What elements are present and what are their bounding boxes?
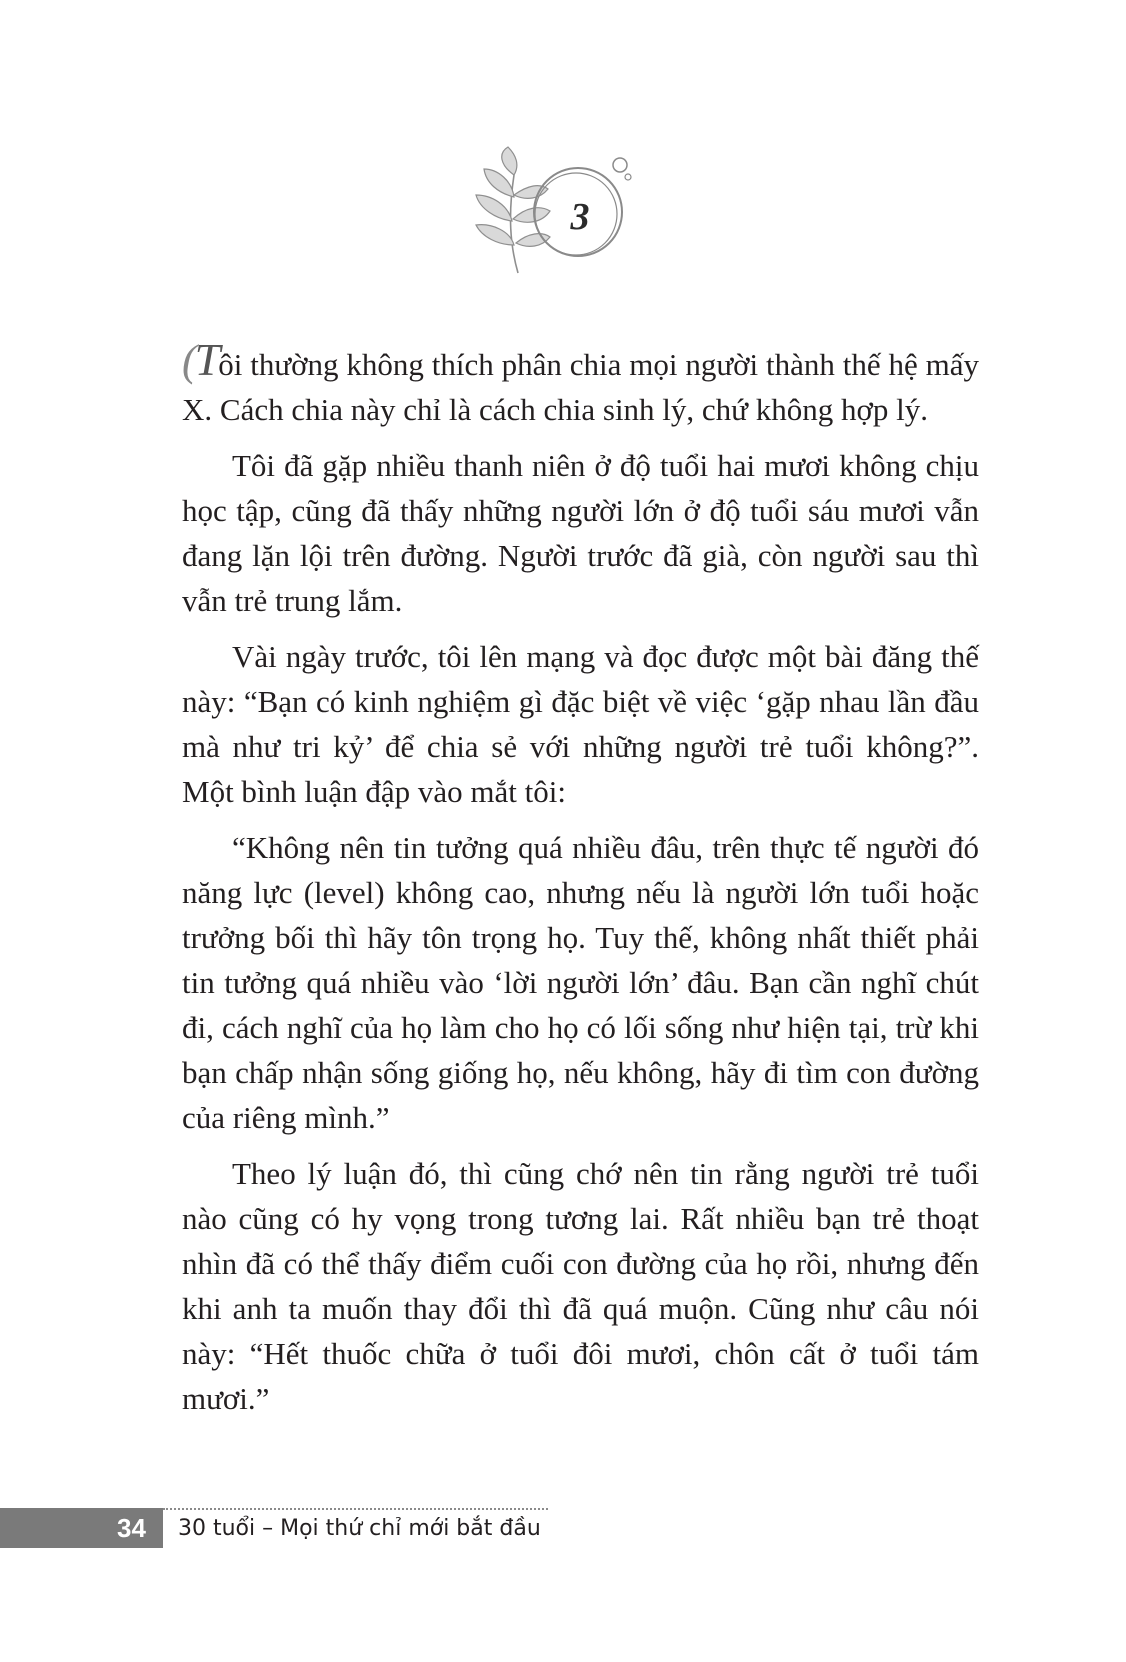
page-number: 34: [117, 1513, 146, 1543]
paragraph: [182, 334, 979, 432]
drop-cap-flourish: (: [182, 336, 195, 385]
drop-cap: (T: [182, 334, 219, 385]
paragraph: Vài ngày trước, tôi lên mạng và đọc được một bài đăng thế này: “Bạn có kinh nghiệm gì đặc biệt về việc ‘gặp nhau lần đầu mà như tri kỷ’ để chia sẻ với những người trẻ tuổi không?”. Một bình luận đập vào mắt tôi:: [182, 639, 979, 809]
paragraph-text: ôi thường không thích phân chia mọi người thành thế hệ mấy X. Cách chia này chỉ là cách chia sinh lý, chứ không hợp lý.: [182, 347, 979, 427]
leaf-sprig-icon: [476, 147, 550, 273]
footer-divider: [163, 1508, 548, 1510]
running-title: 30 tuổi – Mọi thứ chỉ mới bắt đầu: [178, 1516, 541, 1541]
paragraph: Theo lý luận đó, thì cũng chớ nên tin rằng người trẻ tuổi nào cũng có hy vọng trong tương lai. Rất nhiều bạn trẻ thoạt nhìn đã có thể thấy điểm cuối con đường của họ rồi, nhưng đến khi anh ta muốn thay đổi thì đã quá muộn. Cũng như câu nói này: “Hết thuốc chữa ở tuổi đôi mươi, chôn cất ở tuổi tám mươi.”: [182, 1156, 979, 1416]
body-text: [182, 334, 979, 1432]
chapter-number: 3: [570, 196, 590, 238]
paragraph: Tôi đã gặp nhiều thanh niên ở độ tuổi hai mươi không chịu học tập, cũng đã thấy những người lớn ở độ tuổi sáu mươi vẫn đang lặn lội trên đường. Người trước đã già, còn người sau thì vẫn trẻ trung lắm.: [182, 448, 979, 618]
paragraph: “Không nên tin tưởng quá nhiều đâu, trên thực tế người đó năng lực (level) không cao, nhưng nếu là người lớn tuổi hoặc trưởng bối thì hãy tôn trọng họ. Tuy thế, không nhất thiết phải tin tưởng quá nhiều vào ‘lời người lớn’ đâu. Bạn cần nghĩ chút đi, cách nghĩ của họ làm cho họ có lối sống như hiện tại, trừ khi bạn chấp nhận sống giống họ, nếu không, hãy đi tìm con đường của riêng mình.”: [182, 830, 979, 1135]
